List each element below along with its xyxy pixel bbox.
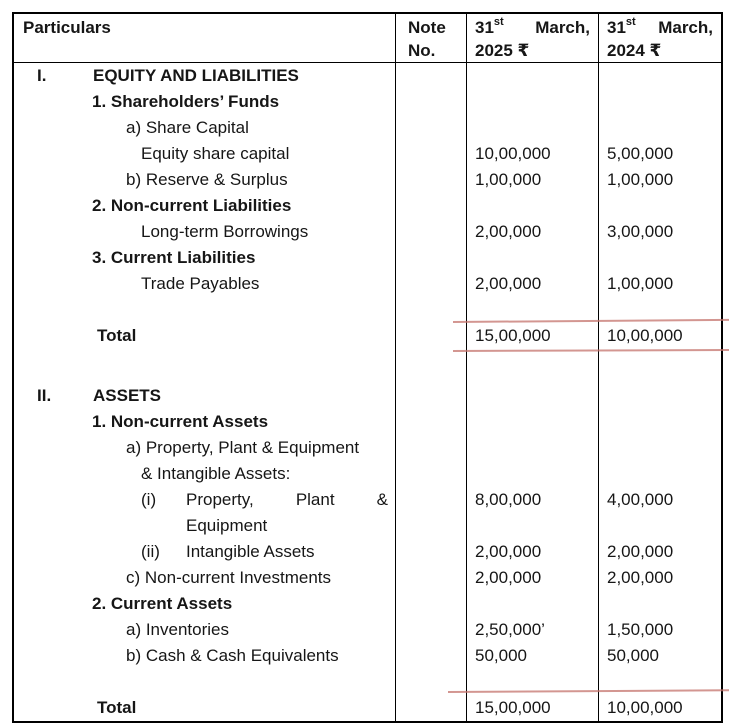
note-cell — [395, 63, 466, 89]
particulars-cell — [14, 591, 395, 617]
amount-2025-cell: 2,00,000 — [466, 539, 598, 565]
table-row — [14, 539, 721, 565]
amount-2024-cell — [598, 435, 721, 461]
justified-text — [186, 487, 395, 513]
amount-2024-cell — [598, 375, 721, 383]
item-label: a) Inventories — [126, 620, 229, 639]
amount-2025-cell: 2,50,000’ — [466, 617, 598, 643]
note-cell — [395, 375, 466, 383]
amount-2024-cell — [598, 591, 721, 617]
table-row — [14, 695, 721, 721]
particulars-cell — [14, 375, 395, 383]
particulars-cell — [14, 487, 395, 513]
amount-2025-cell — [466, 193, 598, 219]
table-row — [14, 193, 721, 219]
note-cell — [395, 565, 466, 591]
item-label: a) Share Capital — [126, 118, 249, 137]
table-row — [14, 383, 721, 409]
particulars-cell — [14, 323, 395, 349]
amount-2024-cell — [598, 461, 721, 487]
amount-2025-cell: 1,00,000 — [466, 167, 598, 193]
item-label: 2. Current Assets — [92, 594, 233, 613]
note-cell — [395, 383, 466, 409]
table-row — [14, 323, 721, 349]
note-cell — [395, 323, 466, 349]
note-cell — [395, 539, 466, 565]
table-row — [14, 89, 721, 115]
month-2025: March, — [535, 18, 590, 37]
ordinal-2024: st — [625, 16, 636, 29]
day-2025: 31st — [475, 16, 504, 37]
item-enumerator: (ii) — [141, 542, 160, 561]
amount-2024-cell — [598, 349, 721, 375]
word: Property, — [186, 490, 254, 509]
particulars-cell — [14, 167, 395, 193]
particulars-cell — [14, 245, 395, 271]
note-cell — [395, 617, 466, 643]
note-label-line1: Note — [408, 18, 446, 37]
amount-2024-cell — [598, 193, 721, 219]
amount-2024-cell: 1,00,000 — [598, 271, 721, 297]
table-spacer-row — [14, 375, 721, 383]
particulars-cell — [14, 89, 395, 115]
amount-2025-cell — [466, 383, 598, 409]
particulars-cell — [14, 669, 395, 695]
note-cell — [395, 271, 466, 297]
amount-2024-cell — [598, 115, 721, 141]
table-row — [14, 167, 721, 193]
amount-2025-cell: 8,00,000 — [466, 487, 598, 513]
particulars-cell — [14, 271, 395, 297]
amount-2025-cell: 15,00,000 — [466, 695, 598, 721]
section-numeral: I. — [37, 66, 47, 85]
col-header-note-no — [395, 14, 466, 62]
note-cell — [395, 461, 466, 487]
item-label: b) Reserve & Surplus — [126, 170, 288, 189]
note-cell — [395, 115, 466, 141]
table-body — [14, 63, 721, 721]
item-label: Intangible Assets — [186, 542, 315, 561]
note-cell — [395, 193, 466, 219]
table-row — [14, 409, 721, 435]
amount-2025-cell — [466, 409, 598, 435]
table-header-row — [14, 14, 721, 63]
table-row — [14, 115, 721, 141]
section-title: EQUITY AND LIABILITIES — [93, 66, 299, 85]
item-label: Trade Payables — [141, 274, 260, 293]
item-enumerator: (i) — [141, 490, 157, 509]
amount-2025-cell — [466, 115, 598, 141]
table-row — [14, 271, 721, 297]
table-row — [14, 245, 721, 271]
amount-2025-cell — [466, 349, 598, 375]
amount-2025-cell — [466, 513, 598, 539]
note-cell — [395, 141, 466, 167]
amount-2025-cell — [466, 63, 598, 89]
item-label: Equity share capital — [141, 144, 290, 163]
item-label: Long-term Borrowings — [141, 222, 309, 241]
item-label: 1. Non-current Assets — [92, 412, 269, 431]
amount-2025-cell — [466, 435, 598, 461]
amount-2025-cell: 2,00,000 — [466, 219, 598, 245]
note-cell — [395, 435, 466, 461]
item-label: b) Cash & Cash Equivalents — [126, 646, 339, 665]
amount-2025-cell: 2,00,000 — [466, 271, 598, 297]
table-row — [14, 643, 721, 669]
table-row — [14, 565, 721, 591]
year-2025: 2025 ₹ — [475, 41, 530, 60]
amount-2024-cell: 2,00,000 — [598, 565, 721, 591]
table-row — [14, 435, 721, 461]
year-2024: 2024 ₹ — [607, 41, 662, 60]
particulars-cell — [14, 539, 395, 565]
particulars-cell — [14, 63, 395, 89]
amount-2025-cell: 2,00,000 — [466, 565, 598, 591]
item-label: Equipment — [186, 516, 268, 535]
note-cell — [395, 89, 466, 115]
table-row — [14, 141, 721, 167]
amount-2024-cell — [598, 383, 721, 409]
item-label: c) Non-current Investments — [126, 568, 332, 587]
note-cell — [395, 297, 466, 323]
date-line-2025 — [475, 16, 598, 39]
table-row — [14, 219, 721, 245]
total-label: Total — [97, 698, 137, 717]
col-header-march-2025 — [466, 14, 598, 62]
item-label: 3. Current Liabilities — [92, 248, 256, 267]
note-label-line2: No. — [408, 41, 436, 60]
table-row — [14, 617, 721, 643]
item-label: 2. Non-current Liabilities — [92, 196, 292, 215]
note-cell — [395, 219, 466, 245]
particulars-cell — [14, 565, 395, 591]
particulars-cell — [14, 695, 395, 721]
amount-2024-cell: 5,00,000 — [598, 141, 721, 167]
amount-2025-cell — [466, 375, 598, 383]
particulars-cell — [14, 297, 395, 323]
word: & — [376, 490, 388, 509]
item-label: 1. Shareholders’ Funds — [92, 92, 280, 111]
table-row — [14, 513, 721, 539]
particulars-cell — [14, 643, 395, 669]
particulars-cell — [14, 219, 395, 245]
note-cell — [395, 487, 466, 513]
amount-2025-cell — [466, 591, 598, 617]
particulars-cell — [14, 409, 395, 435]
word: Plant — [295, 490, 335, 509]
particulars-cell — [14, 435, 395, 461]
day-2024: 31st — [607, 16, 636, 37]
amount-2024-cell: 1,50,000 — [598, 617, 721, 643]
note-cell — [395, 409, 466, 435]
particulars-cell — [14, 383, 395, 409]
particulars-cell — [14, 617, 395, 643]
section-numeral: II. — [37, 386, 52, 405]
note-cell — [395, 695, 466, 721]
table-row — [14, 591, 721, 617]
date-line-2024 — [607, 16, 721, 39]
table-row — [14, 63, 721, 89]
particulars-cell — [14, 115, 395, 141]
amount-2024-cell — [598, 245, 721, 271]
amount-2024-cell — [598, 63, 721, 89]
particulars-cell — [14, 141, 395, 167]
amount-2025-cell: 50,000 — [466, 643, 598, 669]
amount-2024-cell — [598, 409, 721, 435]
amount-2025-cell — [466, 245, 598, 271]
note-cell — [395, 167, 466, 193]
amount-2024-cell: 1,00,000 — [598, 167, 721, 193]
amount-2024-cell: 10,00,000 — [598, 695, 721, 721]
col-header-march-2024 — [598, 14, 721, 62]
amount-2025-cell — [466, 89, 598, 115]
amount-2024-cell: 2,00,000 — [598, 539, 721, 565]
particulars-cell — [14, 193, 395, 219]
note-cell — [395, 643, 466, 669]
balance-sheet-table — [12, 12, 723, 723]
table-row — [14, 461, 721, 487]
item-label: a) Property, Plant & Equipment — [126, 438, 360, 457]
amount-2024-cell: 50,000 — [598, 643, 721, 669]
ordinal-2025: st — [493, 16, 504, 29]
month-2024: March, — [658, 18, 713, 37]
note-cell — [395, 591, 466, 617]
section-title: ASSETS — [93, 386, 162, 405]
particulars-cell — [14, 513, 395, 539]
note-cell — [395, 245, 466, 271]
table-spacer-row — [14, 349, 721, 375]
note-cell — [395, 513, 466, 539]
amount-2024-cell: 4,00,000 — [598, 487, 721, 513]
particulars-cell — [14, 349, 395, 375]
col-header-particulars: Particulars — [23, 18, 111, 37]
amount-2024-cell: 3,00,000 — [598, 219, 721, 245]
amount-2025-cell: 10,00,000 — [466, 141, 598, 167]
total-label: Total — [97, 326, 137, 345]
amount-2025-cell — [466, 461, 598, 487]
item-label: & Intangible Assets: — [141, 464, 291, 483]
amount-2025-cell: 15,00,000 — [466, 323, 598, 349]
table-row — [14, 487, 721, 513]
amount-2024-cell — [598, 513, 721, 539]
note-cell — [395, 349, 466, 375]
amount-2024-cell: 10,00,000 — [598, 323, 721, 349]
particulars-cell — [14, 461, 395, 487]
amount-2024-cell — [598, 89, 721, 115]
